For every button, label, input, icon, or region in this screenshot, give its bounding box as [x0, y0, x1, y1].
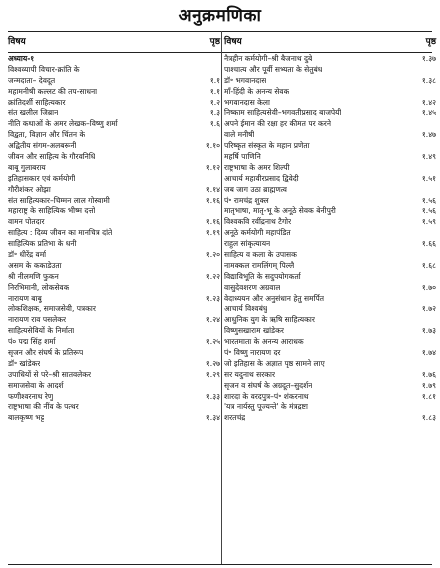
toc-entry-page: १.१ — [209, 86, 220, 96]
toc-entry — [224, 381, 436, 392]
toc-entry-page: १.७९ — [421, 380, 436, 390]
toc-entry — [224, 272, 436, 283]
right-column-header — [224, 35, 436, 49]
toc-entry — [224, 294, 436, 305]
toc-entry-page: १.२२ — [205, 271, 220, 281]
toc-entry — [224, 76, 436, 87]
toc-entry — [224, 228, 436, 239]
toc-entry-title: वेदाध्ययन और अनुसंधान हेतु समर्पित — [224, 293, 325, 303]
toc-entry-page: १.४९ — [421, 152, 436, 161]
toc-entry-title: विश्वकवि रवींद्रनाथ टैगोर — [224, 217, 292, 227]
toc-entry-title: डॉ॰ भगवानदास — [224, 75, 267, 85]
toc-entry-title: संत खलील जिब्रान — [8, 108, 59, 118]
toc-entry-title: सृजन और संघर्ष के प्रतिरूप — [8, 348, 84, 358]
toc-entry-page: १.७० — [421, 282, 436, 292]
toc-entry — [224, 403, 436, 414]
toc-entry — [8, 163, 220, 174]
toc-entry-page: १.२५ — [205, 337, 220, 347]
toc-entry — [8, 87, 220, 98]
column-separator — [221, 31, 222, 564]
right-toc-list — [224, 54, 436, 424]
toc-entry-title: अनूठे कर्मयोगी महापंडित — [224, 228, 291, 238]
toc-entry-title: शारदा के वरदपुत्र–पं॰ शंकरनाथ — [224, 391, 309, 401]
toc-entry — [224, 348, 436, 359]
toc-entry — [8, 76, 220, 87]
toc-entry-page: १.६८ — [421, 260, 436, 270]
toc-entry-title: फणीश्वरनाथ रेणु — [8, 391, 54, 401]
toc-entry — [224, 65, 436, 76]
toc-entry-title: अध्याय-१ — [8, 53, 35, 63]
toc-entry — [224, 119, 436, 130]
toc-entry — [8, 239, 220, 250]
toc-entry-title: नामक्कल रामलिंगम् पिल्लै — [224, 260, 295, 270]
toc-entry-title: सृजन व संघर्ष के अग्रदूत–सुदर्शन — [224, 380, 313, 390]
toc-entry — [8, 294, 220, 305]
toc-entry-title: आधुनिक युग के ऋषि साहित्यकार — [224, 315, 315, 325]
right-column — [224, 35, 436, 424]
toc-entry-title: बाबू गुलाबराय — [8, 162, 46, 172]
toc-entry-page: १.१२ — [205, 162, 220, 172]
toc-entry — [8, 315, 220, 326]
toc-entry — [8, 326, 220, 337]
toc-entry — [8, 130, 220, 141]
toc-entry — [224, 185, 436, 196]
toc-entry — [8, 152, 220, 163]
toc-entry-page: १.७६ — [421, 369, 436, 379]
toc-entry-title: विद्वता, विज्ञान और चिंतन के — [8, 130, 86, 140]
toc-entry — [224, 87, 436, 98]
toc-entry-title: पं॰ विष्णु नारायण दर — [224, 348, 281, 358]
toc-entry-title: अद्वितीय संगम-अलबरूनी — [8, 141, 77, 151]
toc-entry-page: १.४२ — [421, 97, 436, 107]
toc-entry-page: १.२ — [209, 97, 220, 107]
toc-entry-page: १.१ — [209, 75, 220, 85]
toc-entry-title: आचार्य महावीरप्रसाद द्विवेदी — [224, 173, 299, 183]
toc-entry-title: अपने ईमान की रक्षा हर कीमत पर करने — [224, 119, 332, 129]
toc-entry-title: संत साहित्यकार–चिम्मन लाल गोस्वामी — [8, 195, 110, 205]
toc-entry-title: आचार्य विश्वबंधु — [224, 304, 268, 314]
toc-entry-title: साहित्यिक प्रतिभा के धनी — [8, 239, 77, 249]
toc-entry-page: १.१६ — [205, 217, 220, 227]
toc-entry-title: पं० पद्म सिंह शर्मा — [8, 337, 56, 347]
toc-entry-title: परिष्कृत संस्कृत के महान प्रणेता — [224, 141, 310, 151]
toc-entry — [8, 98, 220, 109]
toc-entry-page: १.७३ — [421, 326, 436, 336]
toc-entry-page: १.५६ — [421, 195, 436, 205]
left-toc-list — [8, 54, 220, 424]
toc-entry-page: १.७४ — [421, 348, 436, 358]
toc-entry — [8, 185, 220, 196]
page-header: पृष्ठ — [425, 37, 436, 47]
toc-entry-title: असम के ककाडेउता — [8, 260, 62, 270]
toc-entry-page: १.५१ — [421, 173, 436, 183]
toc-entry — [224, 337, 436, 348]
toc-entry — [8, 217, 220, 228]
toc-entry — [8, 403, 220, 414]
toc-entry — [8, 65, 220, 76]
toc-entry — [224, 326, 436, 337]
toc-entry-page: १.४७ — [421, 130, 436, 140]
toc-entry-page: १.१६ — [205, 195, 220, 205]
toc-entry — [8, 413, 220, 424]
toc-entry-title: पाश्चात्य और पूर्वी सभ्यता के सेतुबंध — [224, 64, 323, 74]
toc-entry-title: विष्णुसखाराम खांडेकर — [224, 326, 284, 336]
toc-entry-title: साहित्य व कला के उपासक — [224, 250, 297, 260]
toc-entry-page: १.८१ — [421, 391, 436, 401]
toc-entry — [224, 130, 436, 141]
toc-entry-title: भगवानदास केला — [224, 97, 270, 107]
toc-entry — [224, 98, 436, 109]
toc-entry-page: १.४५ — [421, 108, 436, 118]
toc-entry-title: विद्याविभूति के सदुपयोगकर्ता — [224, 271, 301, 281]
toc-entry-title: वासुदेवशरण अग्रवाल — [224, 282, 281, 292]
toc-entry-page: १.२४ — [205, 315, 220, 325]
toc-entry-title: शरतचंद्र — [224, 413, 246, 423]
toc-entry-title: वाले मनीषी — [224, 130, 255, 140]
toc-entry-title: नैत्रहीन कर्मयोगी–श्री बैजनाथ दुबे — [224, 53, 313, 63]
toc-entry — [8, 370, 220, 381]
toc-entry-title: नारायण बाबू — [8, 293, 42, 303]
toc-entry-title: भारतमाता के अनन्य आराधक — [224, 337, 304, 347]
toc-entry-page: १.३ — [209, 108, 220, 118]
toc-entry — [224, 196, 436, 207]
toc-entry-title: सर यदुनाथ सरकार — [224, 369, 276, 379]
toc-entry — [8, 392, 220, 403]
toc-entry — [224, 250, 436, 261]
toc-entry-title: वामन पोतदार — [8, 217, 45, 227]
toc-entry-title: निरभिमानी, लोकसेवक — [8, 282, 70, 292]
toc-entry — [224, 392, 436, 403]
toc-entry — [224, 359, 436, 370]
toc-entry-title: इतिहासकार एवं कर्मयोगी — [8, 173, 76, 183]
toc-entry-page: १.८३ — [421, 413, 436, 423]
toc-entry-title: महामनीषी कल्लट की तप-साधना — [8, 86, 98, 96]
toc-entry — [8, 250, 220, 261]
toc-entry-page: १.१९ — [205, 228, 220, 238]
subject-header: विषय — [224, 37, 242, 47]
toc-entry — [224, 261, 436, 272]
toc-entry — [8, 54, 220, 65]
toc-entry-title: गौरीशंकर ओझा — [8, 184, 51, 194]
toc-entry-page: १.७२ — [421, 304, 436, 314]
toc-entry-title: क्रांतिदर्शी साहित्यकार — [8, 97, 66, 107]
toc-entry — [8, 228, 220, 239]
toc-entry-title: श्री नीलमणि फुकन — [8, 271, 59, 281]
toc-entry-title: नारायण राव पसलेकर — [8, 315, 67, 325]
toc-entry-page: १.६ — [209, 119, 220, 129]
toc-entry-title: जो इतिहास के अज्ञात पृष्ठ सामने लाए — [224, 358, 325, 368]
toc-entry — [224, 370, 436, 381]
top-rule — [8, 31, 432, 32]
toc-entry-title: राष्ट्रभाषा के अमर शिल्पी — [224, 162, 290, 172]
toc-entry-title: साहित्यसेवियों के निर्माता — [8, 326, 75, 336]
toc-entry-title: राष्ट्रभाषा की नींव के पत्थर — [8, 402, 79, 412]
toc-entry-title: डॉ॰ धीरेंद्र वर्मा — [8, 250, 47, 260]
toc-entry — [224, 174, 436, 185]
toc-entry — [8, 174, 220, 185]
toc-entry — [224, 315, 436, 326]
page-header: पृष्ठ — [209, 37, 220, 47]
toc-entry — [8, 381, 220, 392]
toc-entry-page: १.१४ — [205, 184, 220, 194]
toc-entry — [8, 261, 220, 272]
left-column-header — [8, 35, 220, 49]
toc-entry — [8, 283, 220, 294]
toc-entry — [8, 272, 220, 283]
page-title: अनुक्रमणिका — [178, 6, 262, 26]
toc-entry-page: १.२९ — [205, 369, 220, 379]
toc-entry-title: माँ-हिंदी के अनन्य सेवक — [224, 86, 290, 96]
toc-entry-page: १.२० — [205, 250, 220, 260]
toc-entry-page: १.३४ — [205, 413, 220, 423]
toc-entry-title: डॉ॰ खांडेकर — [8, 358, 41, 368]
toc-entry-title: महाराष्ट्र के साहित्यिक भीष्म दत्तो — [8, 206, 96, 216]
toc-entry — [224, 413, 436, 424]
toc-entry-title: नीति कथाओं के अमर लेखक–विष्णु शर्मा — [8, 119, 118, 129]
toc-entry-page: १.३३ — [205, 391, 220, 401]
toc-entry-title: बालकृष्ण भट्ट — [8, 413, 45, 423]
toc-entry-title: जन्मदाता– देवदूत — [8, 75, 56, 85]
toc-entry — [224, 152, 436, 163]
toc-entry-title: लोकशिक्षक, समाजसेवी, पत्रकार — [8, 304, 96, 314]
toc-entry — [8, 141, 220, 152]
toc-entry-title: मातृभाषा, मातृ-भू के अनूठे सेवक बेनीपुरी — [224, 206, 336, 216]
toc-entry-page: १.१० — [205, 141, 220, 151]
toc-entry — [8, 337, 220, 348]
toc-entry-page: १.२३ — [205, 293, 220, 303]
toc-entry-page: १.३८ — [421, 75, 436, 85]
toc-entry-title: उपाधियों से परे–श्री सातवलेकर — [8, 369, 92, 379]
toc-entry-page: १.५६ — [421, 206, 436, 216]
toc-entry-title: 'यत्र नार्यस्तु पूज्यन्ते' के मंत्रद्रष्टा — [224, 402, 308, 412]
toc-entry — [224, 163, 436, 174]
toc-entry — [8, 196, 220, 207]
toc-entry-title: जीवन और साहित्य के गौरवनिधि — [8, 152, 96, 161]
toc-entry — [8, 108, 220, 119]
toc-entry — [8, 119, 220, 130]
toc-entry-title: साहित्य : दिव्य जीवन का मानचित्र दांते — [8, 228, 113, 238]
bottom-rule — [8, 564, 432, 565]
toc-entry — [8, 206, 220, 217]
toc-entry-title: विश्वव्यापी विचार-क्रांति के — [8, 64, 80, 74]
subject-header: विषय — [8, 37, 26, 47]
toc-entry — [8, 359, 220, 370]
toc-entry — [224, 54, 436, 65]
toc-entry-title: समाजसेवा के आदर्श — [8, 380, 64, 390]
toc-entry-title: पं॰ रामचंद्र शुक्ल — [224, 195, 269, 205]
toc-entry-title: राहुल सांकृत्यायन — [224, 239, 271, 249]
toc-entry — [224, 217, 436, 228]
toc-entry — [224, 108, 436, 119]
toc-entry — [224, 141, 436, 152]
toc-entry-page: १.२७ — [205, 358, 220, 368]
toc-entry — [8, 304, 220, 315]
toc-entry-page: १.५९ — [421, 217, 436, 227]
left-column — [8, 35, 220, 424]
toc-entry-title: महर्षि पाणिनि — [224, 152, 261, 161]
toc-entry — [224, 239, 436, 250]
toc-entry — [224, 283, 436, 294]
toc-entry — [224, 304, 436, 315]
toc-entry-page: १.३७ — [421, 53, 436, 63]
toc-entry-title: निष्काम साहित्यसेवी–भगवतीप्रसाद बाजपेयी — [224, 108, 342, 118]
toc-entry — [8, 348, 220, 359]
toc-entry-page: १.६६ — [421, 239, 436, 249]
toc-entry — [224, 206, 436, 217]
toc-entry-title: जब जाग उठा ब्राह्मणत्व — [224, 184, 287, 194]
